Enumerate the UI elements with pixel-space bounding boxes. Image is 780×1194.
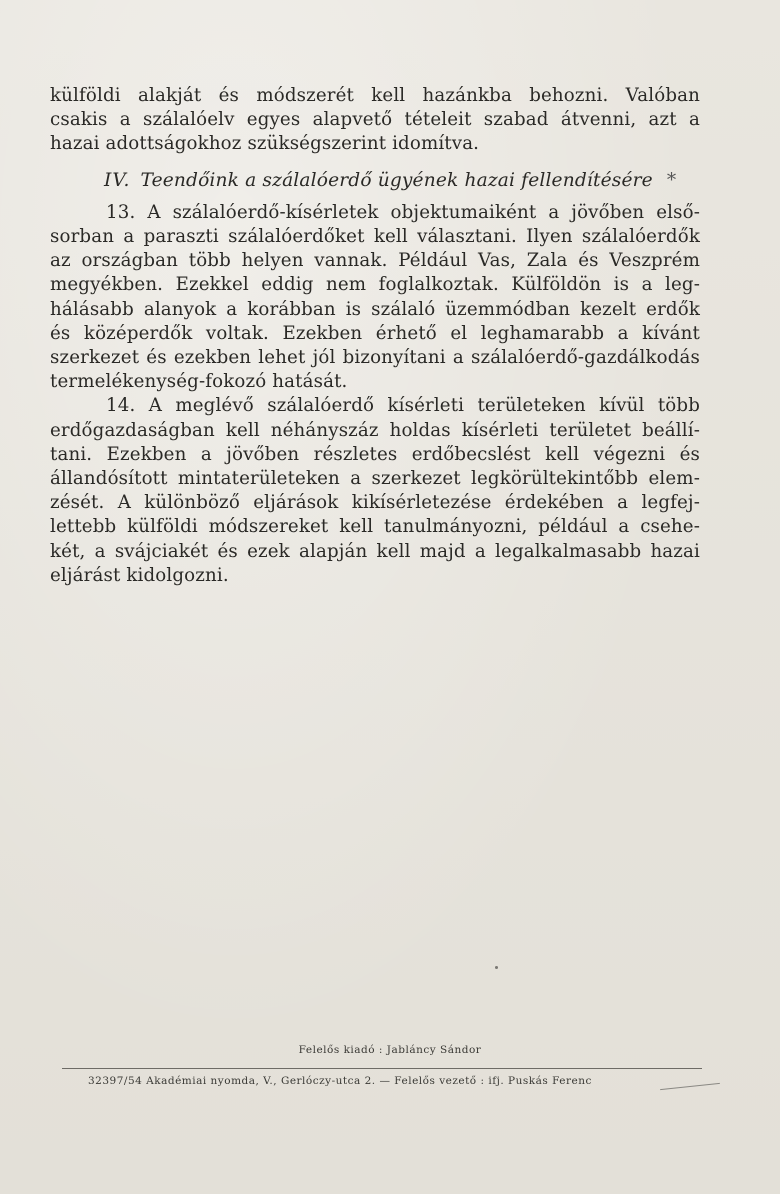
footer-divider — [62, 1068, 702, 1069]
text-line: 14. A meglévő szálalóerdő kísérleti területeken kívül több — [106, 395, 700, 417]
section-number: IV. — [104, 169, 131, 191]
paragraph-13 — [50, 201, 700, 395]
text-line: zését. A különböző eljárások kikísérletezése érdekében a legfej- — [50, 492, 700, 514]
paper-speck — [495, 966, 498, 969]
text-line: csakis a szálalóelv egyes alapvető tételeit szabad átvenni, azt a — [50, 109, 700, 131]
text-line: erdőgazdaságban kell néhányszáz holdas kísérleti területet beállí- — [50, 419, 700, 441]
text-line: lettebb külföldi módszereket kell tanulmányozni, például a csehe- — [50, 516, 700, 538]
text-line: hálásabb alanyok a korábban is szálaló üzemmódban kezelt erdők — [50, 298, 700, 320]
section-heading — [50, 169, 700, 193]
text-line: sorban a paraszti szálalóerdőket kell választani. Ilyen szálalóerdők — [50, 226, 700, 248]
text-line: külföldi alakját és módszerét kell hazánkba behozni. Valóban — [50, 85, 700, 106]
text-line: az országban több helyen vannak. Például Vas, Zala és Veszprém — [50, 250, 700, 272]
text-line: két, a svájciakét és ezek alapján kell majd a legalkalmasabb hazai — [50, 540, 700, 562]
text-line: hazai adottságokhoz szükségszerint idomítva. — [50, 133, 480, 155]
paragraph-intro — [50, 84, 700, 157]
footer-printer: 32397/54 Akadémiai nyomda, V., Gerlóczy-utca 2. — Felelős vezető : ifj. Puskás Ferenc — [88, 1075, 592, 1087]
paragraph-14 — [50, 394, 700, 588]
text-line: 13. A szálalóerdő-kísérletek objektumaiként a jövőben első- — [106, 201, 700, 223]
section-title: Teendőink a szálalóerdő ügyének hazai fellendítésére — [140, 169, 653, 191]
text-line: állandósított mintaterületeken a szerkezet legkörültekintőbb elem- — [50, 468, 700, 490]
text-line: megyékben. Ezekkel eddig nem foglalkoztak. Külföldön is a leg- — [50, 274, 700, 296]
text-line: eljárást kidolgozni. — [50, 564, 229, 586]
footnote-mark: * — [666, 169, 677, 191]
text-line: tani. Ezekben a jövőben részletes erdőbecslést kell végezni és — [50, 443, 700, 465]
text-line: termelékenység-fokozó hatását. — [50, 371, 348, 393]
text-line: szerkezet és ezekben lehet jól bizonyítani a szálalóerdő-gazdálkodás — [50, 347, 700, 369]
body-text — [50, 84, 700, 588]
text-line: és középerdők voltak. Ezekben érhető el leghamarabb a kívánt — [50, 322, 700, 344]
footer-publisher: Felelős kiadó : Jabláncy Sándor — [298, 1044, 482, 1056]
